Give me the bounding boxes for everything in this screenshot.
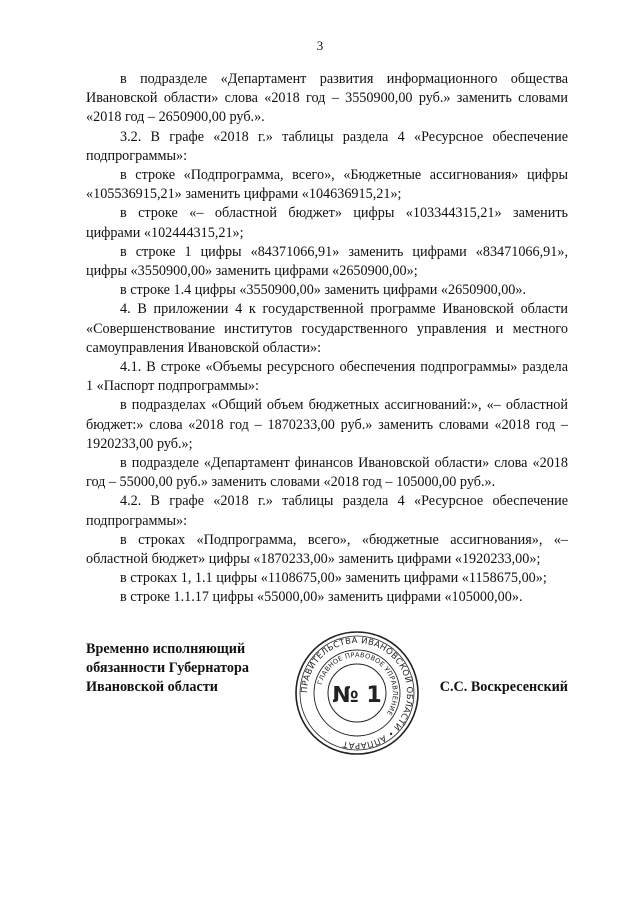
document-body — [86, 70, 568, 608]
signer-position-line: Ивановской области — [86, 679, 218, 696]
signer-position-line: обязанности Губернатора — [86, 660, 249, 677]
seal-inner-text: ГЛАВНОЕ ПРАВОВОЕ УПРАВЛЕНИЕ — [316, 650, 400, 717]
signature-block — [86, 634, 568, 752]
paragraph: 4. В приложении 4 к государственной программе Ивановской области «Совершенствование институтов государственного управления и местного самоуправления Ивановской области»: — [86, 301, 568, 356]
paragraph: 4.2. В графе «2018 г.» таблицы раздела 4 «Ресурсное обеспечение подпрограммы»: — [86, 493, 568, 529]
page-number: 3 — [316, 38, 324, 53]
paragraph: в подразделах «Общий объем бюджетных ассигнований:», «– областной бюджет:» слова «2018 год – 1870233,00 руб.» заменить словами «2018 год – 1920233,00 руб.»; — [86, 397, 568, 452]
paragraph: в строках 1, 1.1 цифры «1108675,00» заменить цифрами «1158675,00»; — [120, 570, 547, 587]
official-seal — [292, 628, 422, 758]
paragraph: в подразделе «Департамент финансов Ивановской области» слова «2018 год – 55000,00 руб.» заменить словами «2018 год – 105000,00 руб.». — [86, 455, 568, 491]
paragraph: 3.2. В графе «2018 г.» таблицы раздела 4 «Ресурсное обеспечение подпрограммы»: — [86, 128, 568, 164]
seal-ring-text: ПРАВИТЕЛЬСТВА ИВАНОВСКОЙ ОБЛАСТИ • АППАРАТ — [298, 634, 416, 752]
signer-name: С.С. Воскресенский — [439, 679, 568, 695]
seal-number: № 1 — [332, 683, 382, 708]
paragraph: в строке «– областной бюджет» цифры «103344315,21» заменить цифрами «102444315,21»; — [86, 205, 568, 241]
paragraph: в строке 1.4 цифры «3550900,00» заменить цифрами «2650900,00». — [120, 282, 527, 299]
paragraph: 4.1. В строке «Объемы ресурсного обеспечения подпрограммы» раздела 1 «Паспорт подпрограммы»: — [86, 359, 568, 395]
signer-position-line: Временно исполняющий — [86, 641, 246, 657]
signer-position — [86, 640, 249, 698]
paragraph: в строке «Подпрограмма, всего», «Бюджетные ассигнования» цифры «105536915,21» заменить цифрами «104636915,21»; — [86, 167, 568, 203]
paragraph: в подразделе «Департамент развития информационного общества Ивановской области» слова «2018 год – 3550900,00 руб.» заменить словами «2018 год – 2650900,00 руб.». — [86, 71, 568, 126]
paragraph: в строке 1 цифры «84371066,91» заменить цифрами «83471066,91», цифры «3550900,00» заменить цифрами «2650900,00»; — [86, 243, 568, 280]
paragraph: в строках «Подпрограмма, всего», «бюджетные ассигнования», «– областной бюджет» цифры «1870233,00» заменить цифрами «1920233,00»; — [86, 531, 568, 568]
paragraph: в строке 1.1.17 цифры «55000,00» заменить цифрами «105000,00». — [120, 589, 523, 606]
